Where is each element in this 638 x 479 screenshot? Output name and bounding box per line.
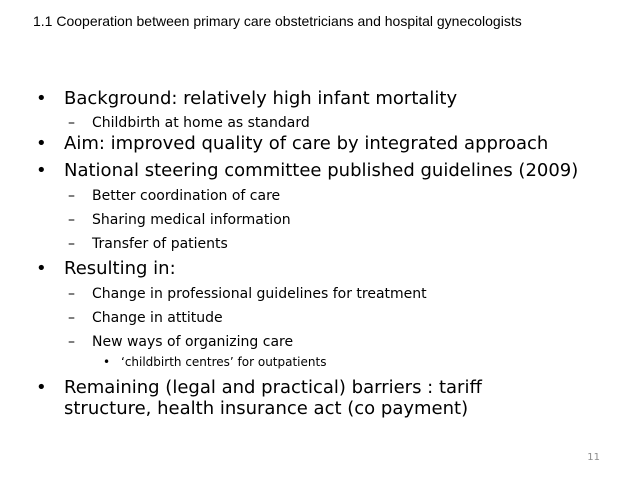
- bullet-text-line1: Remaining (legal and practical) barriers : tariff: [64, 377, 482, 398]
- sub-text: Better coordination of care: [92, 188, 281, 204]
- sub-text: Change in professional guidelines for treatment: [92, 286, 427, 302]
- dash-marker: –: [68, 115, 75, 131]
- bullet-marker: •: [36, 133, 47, 154]
- sub-text: Change in attitude: [92, 310, 223, 326]
- bullet-text: Background: relatively high infant mortality: [64, 88, 458, 109]
- bullet-text: Resulting in:: [64, 258, 176, 279]
- sub-text: Sharing medical information: [92, 212, 291, 228]
- bullet-marker: •: [36, 377, 47, 398]
- bullet-text: National steering committee published guidelines (2009): [64, 160, 579, 181]
- dash-marker: –: [68, 188, 75, 204]
- sub-text: New ways of organizing care: [92, 334, 294, 350]
- dash-marker: –: [68, 236, 75, 252]
- sub-text: Transfer of patients: [92, 236, 228, 252]
- dot-marker: •: [103, 355, 111, 369]
- bullet-marker: •: [36, 258, 47, 279]
- dash-marker: –: [68, 310, 75, 326]
- slide-title: 1.1 Cooperation between primary care obstetricians and hospital gynecologists: [33, 13, 522, 29]
- subsub-text: ‘childbirth centres’ for outpatients: [121, 355, 327, 369]
- bullet-marker: •: [36, 160, 47, 181]
- bullet-text: Aim: improved quality of care by integrated approach: [64, 133, 549, 154]
- dash-marker: –: [68, 212, 75, 228]
- bullet-text-line2: structure, health insurance act (co payment): [64, 398, 469, 419]
- sub-text: Childbirth at home as standard: [92, 115, 310, 131]
- dash-marker: –: [68, 334, 75, 350]
- page-number: 11: [587, 452, 600, 463]
- bullet-marker: •: [36, 88, 47, 109]
- dash-marker: –: [68, 286, 75, 302]
